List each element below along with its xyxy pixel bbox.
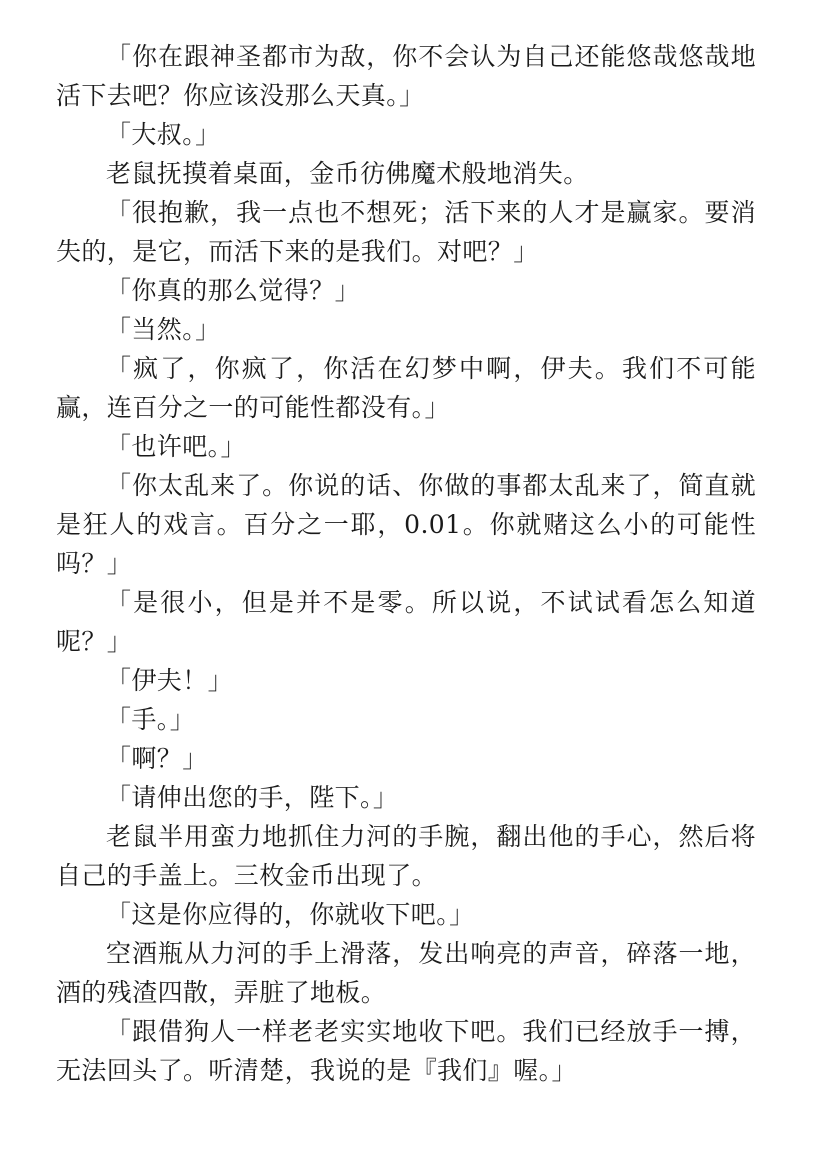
- paragraph-2: 「大叔。」: [106, 120, 221, 149]
- paragraph-6: 「当然。」: [106, 315, 221, 344]
- paragraph-3: 老鼠抚摸着桌面，金币彷佛魔术般地消失。: [106, 159, 589, 188]
- paragraph-15: 老鼠半用蛮力地抓住力河的手腕，翻出他的手心，然后将自己的手盖上。三枚金币出现了。: [56, 822, 756, 890]
- paragraph-4: 「很抱歉，我一点也不想死；活下来的人才是赢家。要消失的，是它，而活下来的是我们。对吧？」: [56, 198, 756, 266]
- paragraph-5: 「你真的那么觉得？」: [106, 276, 361, 305]
- paragraph-17: 空酒瓶从力河的手上滑落，发出响亮的声音，碎落一地，酒的残渣四散，弄脏了地板。: [56, 939, 756, 1007]
- paragraph-13: 「啊？」: [106, 744, 208, 773]
- paragraph-14: 「请伸出您的手，陛下。」: [106, 783, 399, 812]
- paragraph-18: 「跟借狗人一样老老实实地收下吧。我们已经放手一搏，无法回头了。听清楚，我说的是『我们』喔。」: [56, 1017, 756, 1085]
- paragraph-1: 「你在跟神圣都市为敌，你不会认为自己还能悠哉悠哉地活下去吧？你应该没那么天真。」: [56, 42, 756, 110]
- paragraph-9: 「你太乱来了。你说的话、你做的事都太乱来了，简直就是狂人的戏言。百分之一耶，0.01。你就赌这么小的可能性吗？」: [56, 471, 756, 578]
- paragraph-11: 「伊夫！」: [106, 666, 234, 695]
- paragraph-7: 「疯了，你疯了，你活在幻梦中啊，伊夫。我们不可能赢，连百分之一的可能性都没有。」: [56, 354, 756, 422]
- paragraph-12: 「手。」: [106, 705, 196, 734]
- paragraph-8: 「也许吧。」: [106, 432, 246, 461]
- paragraph-10: 「是很小，但是并不是零。所以说，不试试看怎么知道呢？」: [56, 588, 756, 656]
- body-text: [56, 37, 756, 1090]
- paragraph-16: 「这是你应得的，你就收下吧。」: [106, 900, 475, 929]
